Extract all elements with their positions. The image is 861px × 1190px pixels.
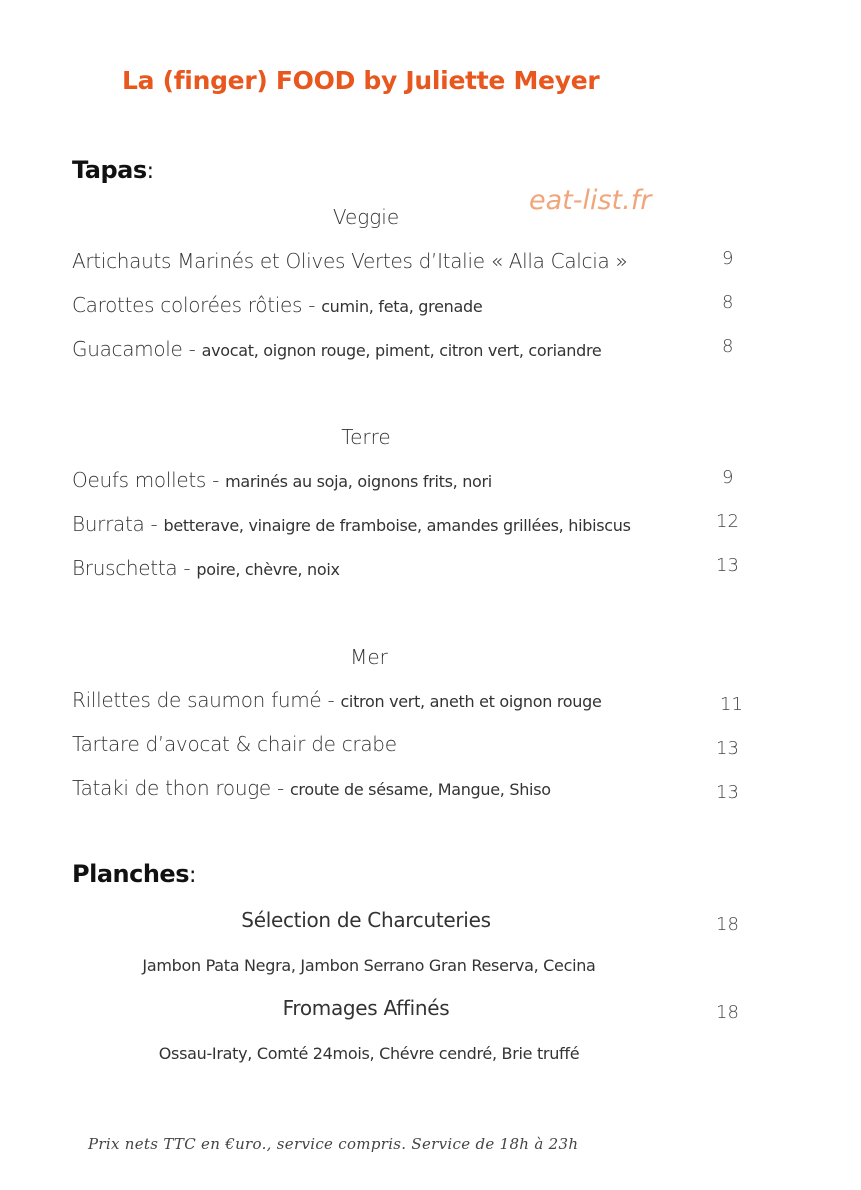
board-name: Fromages Affinés <box>282 996 450 1020</box>
section-heading-tapas-text: Tapas <box>72 156 147 184</box>
item-price: 8 <box>722 336 734 357</box>
item-name: Oeufs mollets - <box>72 468 226 492</box>
menu-title: La (finger) FOOD by Juliette Meyer <box>122 66 600 95</box>
menu-item <box>72 249 627 273</box>
section-colon: : <box>188 863 196 888</box>
menu-item <box>72 776 551 800</box>
menu-item <box>72 556 340 580</box>
item-description: poire, chèvre, noix <box>196 560 340 579</box>
item-name: Tartare d’avocat & chair de crabe <box>72 732 397 756</box>
board-description: Jambon Pata Negra, Jambon Serrano Gran Reserva, Cecina <box>142 956 596 975</box>
menu-item <box>72 732 397 756</box>
menu-item <box>72 512 631 536</box>
item-price: 8 <box>722 292 734 313</box>
board-description: Ossau-Iraty, Comté 24mois, Chévre cendré, Brie truffé <box>158 1044 580 1063</box>
item-name: Guacamole - <box>72 337 202 361</box>
section-heading-planches <box>72 860 196 888</box>
item-name: Artichauts Marinés et Olives Vertes d’Italie « Alla Calcia » <box>72 249 628 273</box>
item-description: avocat, oignon rouge, piment, citron vert, coriandre <box>201 341 602 360</box>
subheading-terre: Terre <box>341 425 391 449</box>
item-name: Bruschetta - <box>72 556 197 580</box>
item-price: 11 <box>720 694 743 715</box>
item-price: 18 <box>716 914 739 935</box>
section-heading-planches-text: Planches <box>72 860 189 888</box>
item-description: betterave, vinaigre de framboise, amandes grillées, hibiscus <box>163 516 631 535</box>
item-price: 18 <box>716 1002 739 1023</box>
menu-item <box>72 293 482 317</box>
item-name: Tataki de thon rouge - <box>72 776 290 800</box>
item-price: 13 <box>716 555 739 576</box>
item-name: Rillettes de saumon fumé - <box>72 688 341 712</box>
subheading-mer: Mer <box>350 645 388 669</box>
section-heading-tapas <box>72 156 154 184</box>
item-price: 9 <box>722 467 734 488</box>
item-description: citron vert, aneth et oignon rouge <box>340 692 602 711</box>
item-name: Carottes colorées rôties - <box>72 293 322 317</box>
menu-item <box>72 688 602 712</box>
section-colon: : <box>146 159 154 184</box>
item-description: marinés au soja, oignons frits, nori <box>225 472 492 491</box>
watermark: eat-list.fr <box>529 185 652 216</box>
item-price: 9 <box>722 248 734 269</box>
menu-item <box>72 337 601 361</box>
footer-note: Prix nets TTC en €uro., service compris. Service de 18h à 23h <box>88 1135 579 1153</box>
item-price: 13 <box>716 738 739 759</box>
subheading-veggie: Veggie <box>332 205 400 229</box>
board-name: Sélection de Charcuteries <box>241 908 491 932</box>
item-description: croute de sésame, Mangue, Shiso <box>289 780 551 799</box>
item-price: 12 <box>716 511 739 532</box>
item-price: 13 <box>716 782 739 803</box>
item-name: Burrata - <box>72 512 164 536</box>
item-description: cumin, feta, grenade <box>321 297 483 316</box>
menu-item <box>72 468 492 492</box>
